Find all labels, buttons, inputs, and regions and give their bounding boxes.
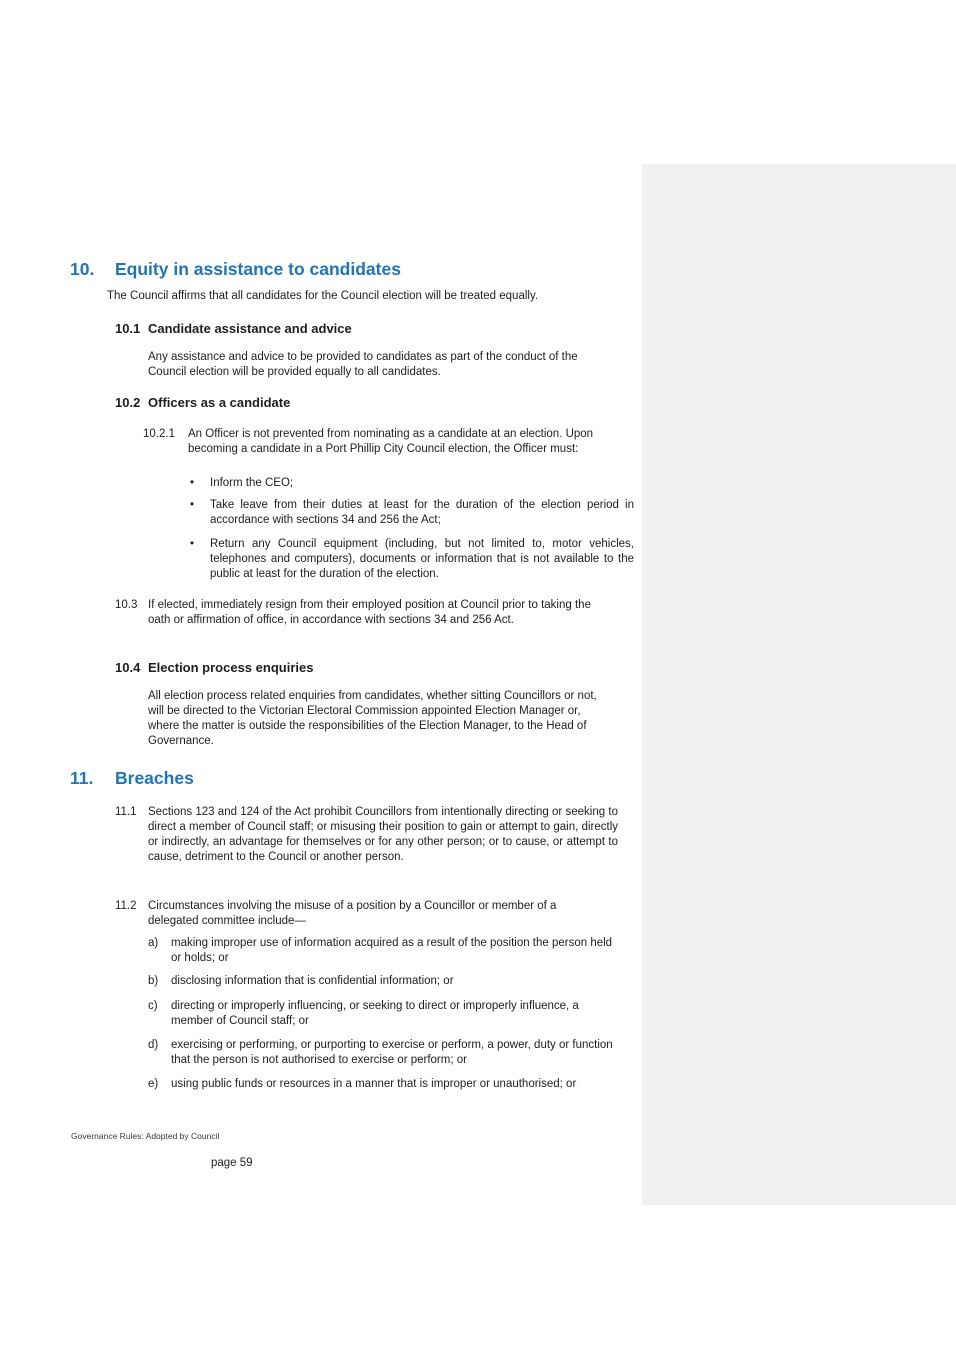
section-10-number: 10. bbox=[70, 259, 95, 279]
list-item-label: a) bbox=[148, 937, 159, 949]
list-item-label: c) bbox=[148, 1000, 158, 1012]
list-item-d bbox=[148, 1038, 621, 1068]
subsection-11-1 bbox=[115, 805, 618, 865]
subsection-10-1-body: Any assistance and advice to be provided to candidates as part of the conduct of the Council election will be provided equally to all candidates. bbox=[148, 351, 578, 378]
section-10-title: Equity in assistance to candidates bbox=[115, 259, 401, 279]
bullet-icon bbox=[190, 476, 210, 491]
bullet-icon bbox=[190, 537, 210, 582]
subsection-10-1-heading bbox=[115, 321, 352, 336]
subsection-10-2-heading bbox=[115, 395, 290, 410]
footer-page-number: page 59 bbox=[211, 1157, 253, 1169]
bullet-item bbox=[190, 498, 634, 528]
section-10-heading bbox=[70, 259, 401, 280]
list-item-c bbox=[148, 999, 621, 1029]
subsection-10-4-number: 10.4 bbox=[115, 660, 141, 675]
list-item-text: using public funds or resources in a manner that is improper or unauthorised; or bbox=[171, 1078, 577, 1090]
section-11-title: Breaches bbox=[115, 768, 194, 788]
right-margin-panel bbox=[642, 164, 956, 1205]
list-item-text: exercising or performing, or purporting to exercise or perform, a power, duty or function that the person is not authorised to exercise or perform; or bbox=[171, 1039, 613, 1066]
list-item-label: e) bbox=[148, 1078, 159, 1090]
list-item-label: d) bbox=[148, 1039, 159, 1051]
section-11-heading bbox=[70, 768, 194, 789]
bullet-text: Inform the CEO; bbox=[210, 477, 294, 489]
bullet-item bbox=[190, 537, 634, 582]
list-item-a bbox=[148, 936, 621, 966]
bullet-item bbox=[190, 476, 634, 491]
subsection-10-1-number: 10.1 bbox=[115, 321, 141, 336]
clause-10-2-1 bbox=[143, 427, 628, 457]
subsection-10-1-title: Candidate assistance and advice bbox=[148, 321, 352, 336]
subsection-11-1-number: 11.1 bbox=[115, 806, 137, 818]
subsection-10-3-body: If elected, immediately resign from their employed position at Council prior to taking the oath or affirmation of office, in accordance with sections 34 and 256 Act. bbox=[148, 599, 591, 626]
bullet-icon bbox=[190, 498, 210, 528]
list-item-label: b) bbox=[148, 975, 159, 987]
subsection-11-2 bbox=[115, 899, 593, 929]
list-item-text: directing or improperly influencing, or seeking to direct or improperly influence, a member of Council staff; or bbox=[171, 1000, 579, 1027]
clause-10-2-1-body: An Officer is not prevented from nominating as a candidate at an election. Upon becoming a candidate in a Port Phillip City Council election, the Officer must: bbox=[188, 428, 594, 455]
list-item-b bbox=[148, 974, 621, 989]
subsection-11-1-body: Sections 123 and 124 of the Act prohibit Councillors from intentionally directing or seeking to direct a member of Council staff; or misusing their position to gain or attempt to gain, directly or indirectly, an advantage for themselves or for any other person; or to cause, or attempt to cause, detriment to the Council or another person. bbox=[148, 806, 618, 863]
bullet-text: Take leave from their duties at least for the duration of the election period in accordance with sections 34 and 256 the Act; bbox=[210, 499, 634, 526]
subsection-10-2-number: 10.2 bbox=[115, 395, 141, 410]
footer-document-label: Governance Rules: Adopted by Council bbox=[71, 1131, 220, 1141]
bullet-text: Return any Council equipment (including, but not limited to, motor vehicles, telephones and computers), documents or information that is not available to the public at least for the duration of the election. bbox=[210, 538, 634, 580]
subsection-10-4-title: Election process enquiries bbox=[148, 660, 314, 675]
subsection-10-3-number: 10.3 bbox=[115, 599, 138, 611]
clause-10-2-1-number: 10.2.1 bbox=[143, 428, 175, 440]
subsection-11-2-body: Circumstances involving the misuse of a position by a Councillor or member of a delegated committee include— bbox=[148, 900, 557, 927]
subsection-10-4-heading bbox=[115, 660, 313, 675]
subsection-10-4-body: All election process related enquiries from candidates, whether sitting Councillors or not, will be directed to the Victorian Electoral Commission appointed Election Manager or, where the matter is outside the responsibilities of the Election Manager, to the Head of Governance. bbox=[148, 690, 597, 747]
list-item-e bbox=[148, 1077, 621, 1092]
subsection-11-2-number: 11.2 bbox=[115, 900, 137, 912]
list-item-text: disclosing information that is confidential information; or bbox=[171, 975, 454, 987]
section-10-intro: The Council affirms that all candidates for the Council election will be treated equally. bbox=[107, 290, 539, 302]
subsection-10-3 bbox=[115, 598, 613, 628]
list-item-text: making improper use of information acquired as a result of the position the person held or holds; or bbox=[171, 937, 613, 964]
section-11-number: 11. bbox=[70, 768, 94, 788]
subsection-10-2-title: Officers as a candidate bbox=[148, 395, 291, 410]
